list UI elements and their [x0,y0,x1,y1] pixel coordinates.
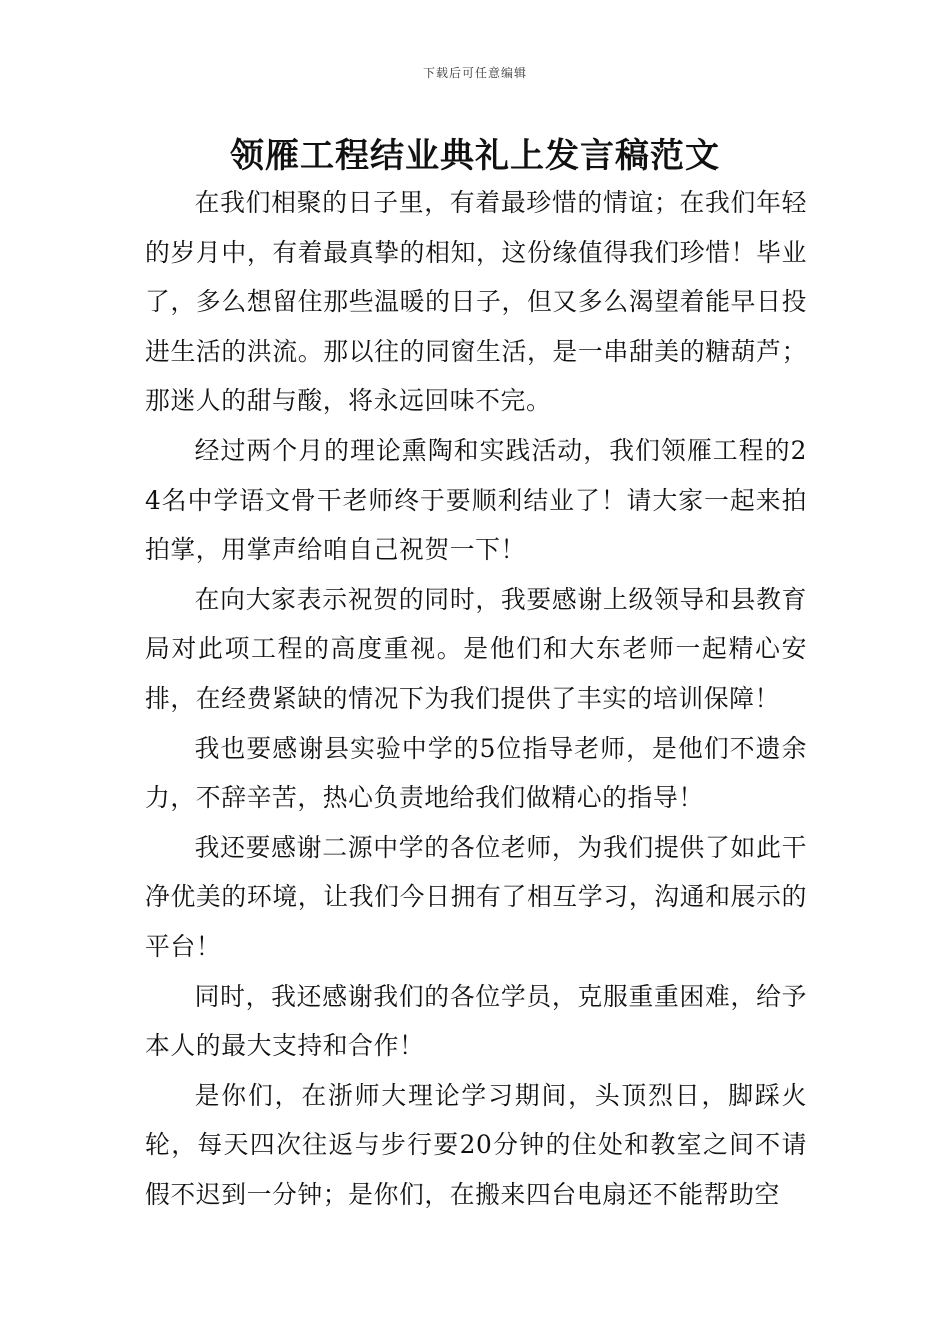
paragraph-7: 是你们，在浙师大理论学习期间，头顶烈日，脚踩火轮，每天四次往返与步行要20分钟的住处和教室之间不请假不迟到一分钟；是你们，在搬来四台电扇还不能帮助空 [145,1080,807,1209]
header-note: 下载后可任意编辑 [422,66,527,80]
paragraph-6: 同时，我还感谢我们的各位学员，克服重重困难，给予本人的最大支持和合作！ [145,981,807,1061]
paragraph-1: 在我们相聚的日子里，有着最珍惜的情谊；在我们年轻的岁月中，有着最真挚的相知，这份缘值得我们珍惜！毕业了，多么想留住那些温暖的日子，但又多么渴望着能早日投进生活的洪流。那以往的同窗生活，是一串甜美的糖葫芦；那迷人的甜与酸，将永远回味不完。 [145,188,807,416]
paragraph-5: 我还要感谢二源中学的各位老师，为我们提供了如此干净优美的环境，让我们今日拥有了相互学习，沟通和展示的平台！ [145,832,807,961]
document-body [145,178,807,1219]
paragraph-4: 我也要感谢县实验中学的5位指导老师，是他们不遗余力，不辞辛苦，热心负责地给我们做精心的指导！ [145,733,807,813]
document-title: 领雁工程结业典礼上发言稿范文 [230,136,720,176]
paragraph-2: 经过两个月的理论熏陶和实践活动，我们领雁工程的24名中学语文骨干老师终于要顺利结业了！请大家一起来拍拍掌，用掌声给咱自己祝贺一下！ [145,435,807,565]
paragraph-3: 在向大家表示祝贺的同时，我要感谢上级领导和县教育局对此项工程的高度重视。是他们和大东老师一起精心安排，在经费紧缺的情况下为我们提供了丰实的培训保障！ [145,584,807,713]
